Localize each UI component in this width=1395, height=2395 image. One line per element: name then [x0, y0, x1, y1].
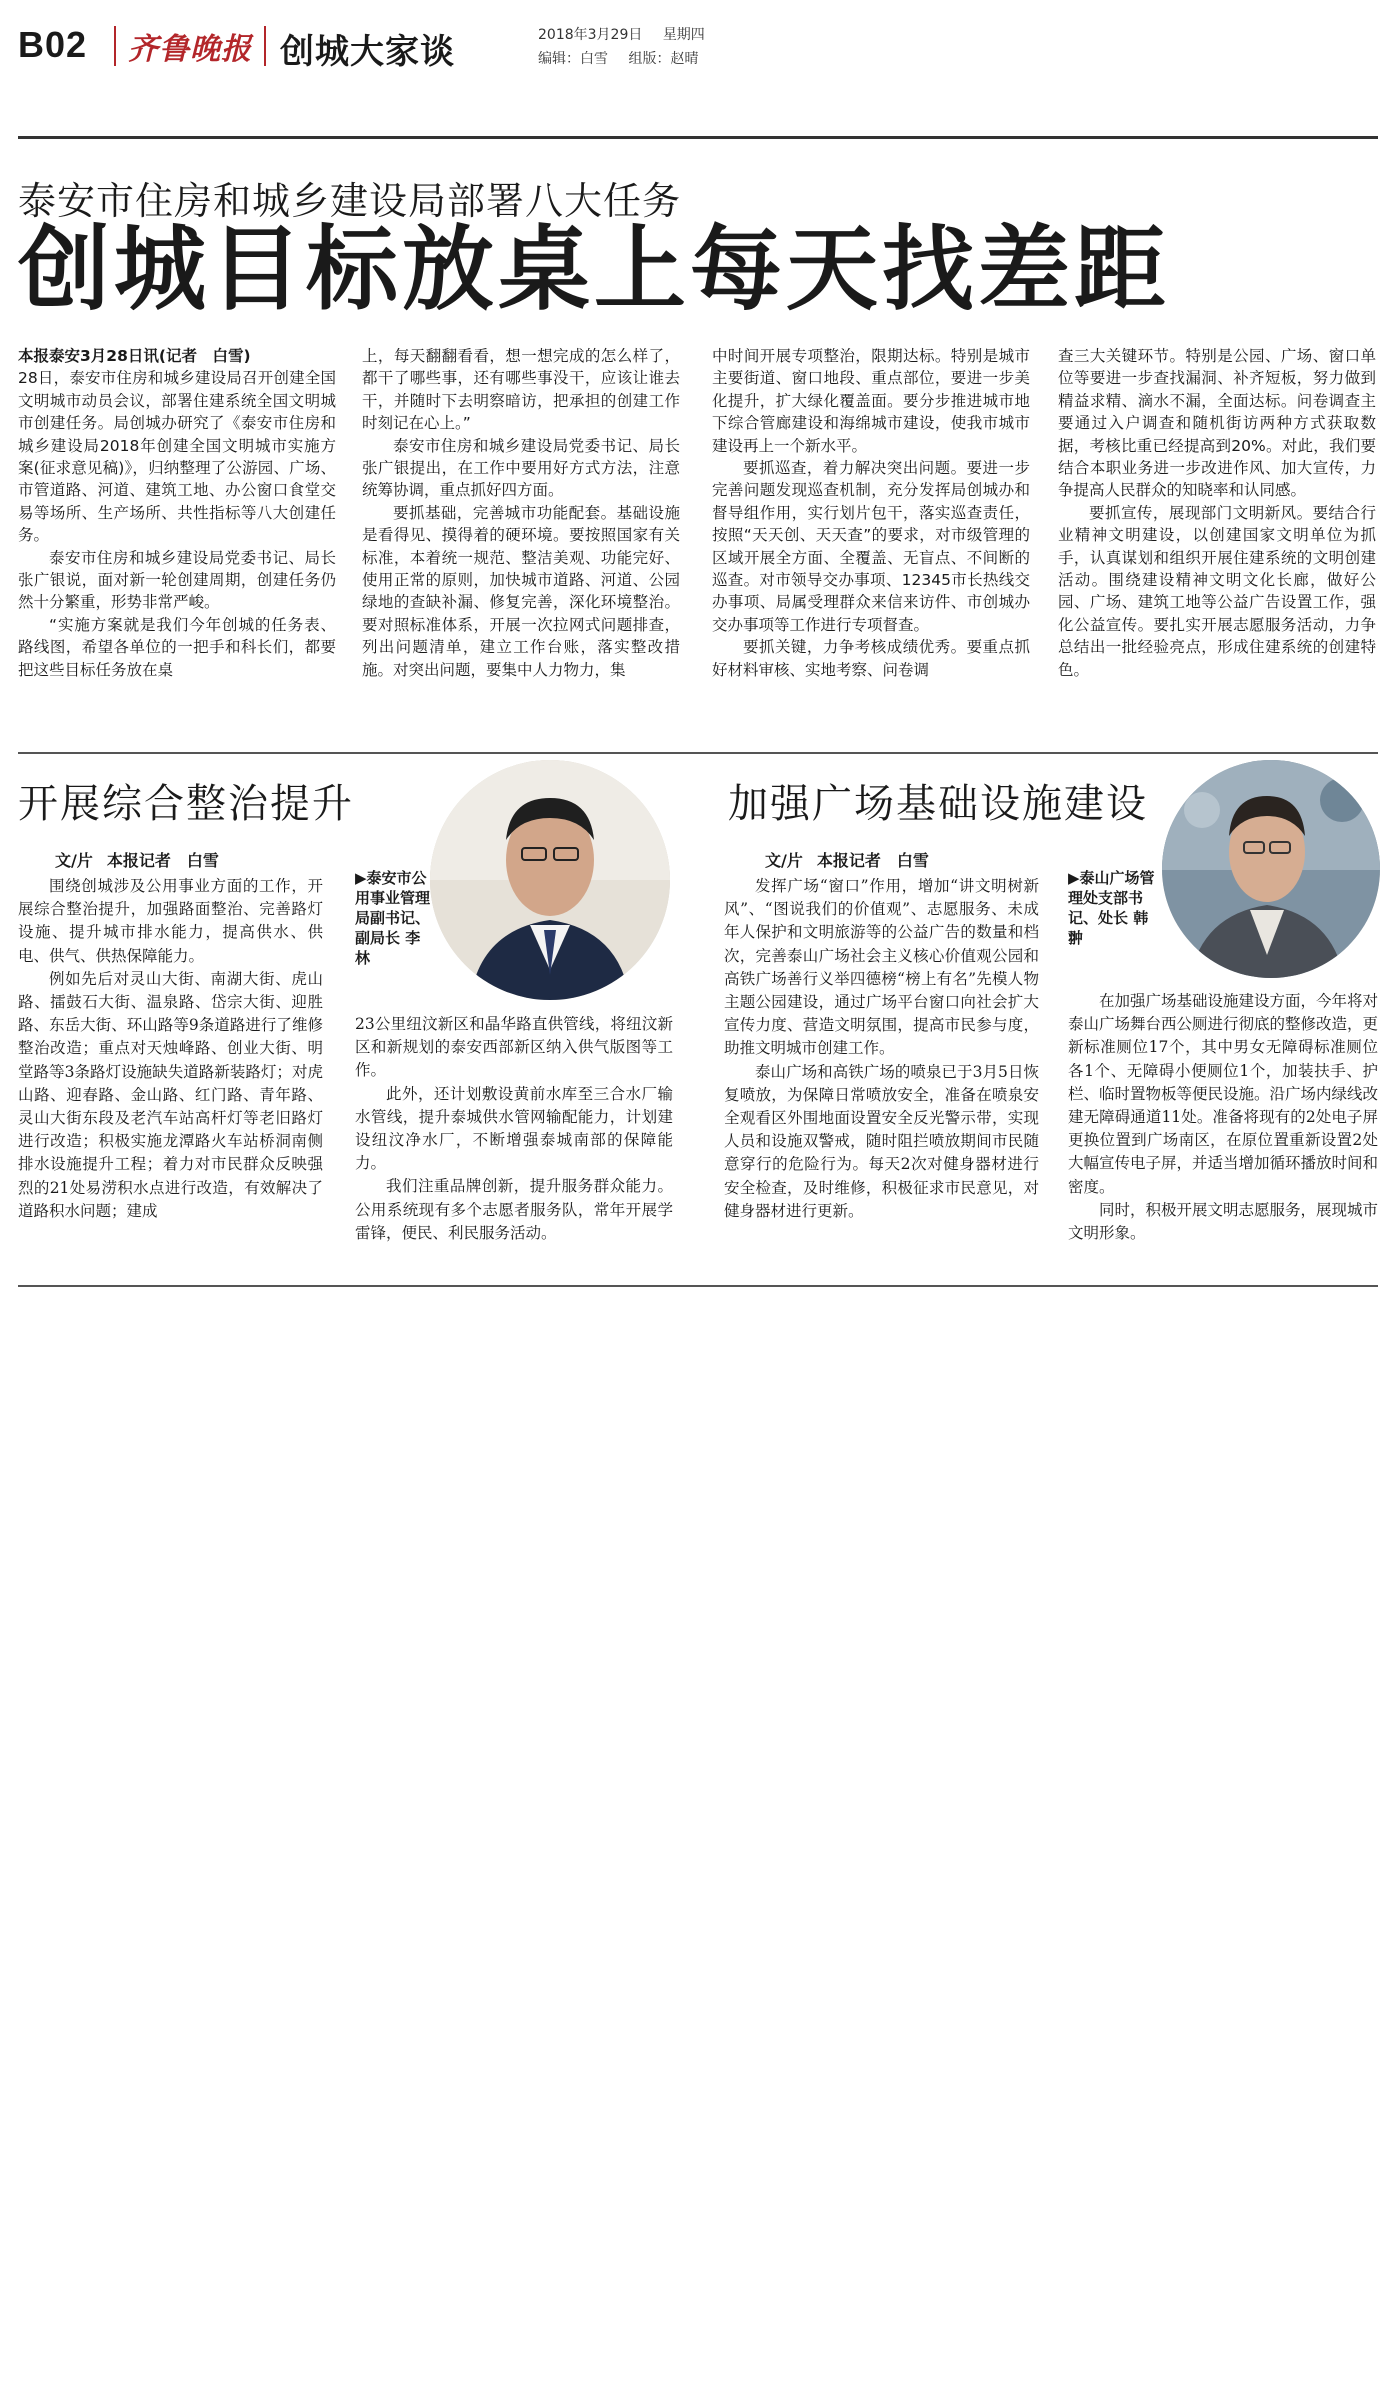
article-paragraph: 23公里纽汶新区和晶华路直供管线，将纽汶新区和新规划的泰安西部新区纳入供气版图等工作。 — [355, 1015, 673, 1080]
article-paragraph: 要抓巡查，着力解决突出问题。要进一步完善问题发现巡查机制，充分发挥局创城办和督导组作用，实行划片包干，落实巡查责任，按照“天天创、天天查”的要求，对市级管理的区域开展全方面、全覆盖、无盲点、不间断的巡查。对市领导交办事项、12345市长热线交办事项、局属受理群众来信来访件、市创城办交办事项等工作进行专项督查。 — [712, 459, 1030, 634]
article-paragraph: 泰安市住房和城乡建设局党委书记、局长张广银说，面对新一轮创建周期，创建任务仍然十分繁重，形势非常严峻。 — [18, 548, 336, 612]
masthead-divider — [264, 26, 266, 66]
article-paragraph: 例如先后对灵山大街、南湖大街、虎山路、擂鼓石大街、温泉路、岱宗大街、迎胜路、东岳大街、环山路等9条道路进行了维修整治改造；重点对天烛峰路、创业大街、明堂路等3条路灯设施缺失道路新装路灯；对虎山路、迎春路、金山路、红门路、青年路、灵山大街东段及老汽车站高杆灯等老旧路灯进行改造；积极实施龙潭路火车站桥洞南侧排水设施提升工程；着力对市民群众反映强烈的21处易涝积水点进行改造，有效解决了道路积水问题；建成 — [18, 969, 323, 1220]
article-paragraph: 要抓宣传，展现部门文明新风。要结合行业精神文明建设，以创建国家文明单位为抓手，认真谋划和组织开展住建系统的文明创建活动。围绕建设精神文明文化长廊，做好公园、广场、建筑工地等公益广告设置工作，强化公益宣传。要扎实开展志愿服务活动，力争总结出一批经验亮点，形成住建系统的创建特色。 — [1058, 503, 1376, 679]
issue-date-line — [538, 24, 721, 44]
byline-reporter: 本报记者 白雪 — [106, 851, 219, 870]
sub-article-1-column-1 — [18, 875, 323, 1223]
byline-prefix: 文/片 — [765, 851, 803, 870]
article-column-2 — [362, 345, 680, 681]
article-paragraph: 要抓基础，完善城市功能配套。基础设施是看得见、摸得着的硬环境。要按照国家有关标准，本着统一规范、整洁美观、功能完好、使用正常的原则，加快城市道路、河道、公园绿地的查缺补漏、修复完善，深化环境整治。要对照标准体系，开展一次拉网式问题排查，列出问题清单，建立工作台账，落实整改措施。对突出问题，要集中人力物力，集 — [362, 503, 680, 679]
layout-editor: 组版：赵晴 — [628, 51, 699, 67]
sub-article-1-column-2 — [355, 1013, 673, 1245]
portrait-man-icon — [1162, 760, 1380, 978]
sub-article-2-column-1 — [724, 875, 1039, 1223]
sub-article-2-column-2 — [1068, 990, 1378, 1245]
masthead — [18, 18, 1378, 70]
article-paragraph: 泰安市住房和城乡建设局党委书记、局长张广银提出，在工作中要用好方式方法，注意统筹协调，重点抓好四方面。 — [362, 436, 680, 500]
article-paragraph: “实施方案就是我们今年创城的任务表、路线图，希望各单位的一把手和科长们，都要把这些目标任务放在桌 — [18, 615, 336, 679]
article-paragraph: 在加强广场基础设施建设方面，今年将对泰山广场舞台西公厕进行彻底的整修改造，更新标准厕位17个，其中男女无障碍标准厕位各1个、无障碍小便厕位1个，加装扶手、护栏、临时置物板等便民设施。沿广场内绿线改建无障碍通道11处。准备将现有的2处电子屏更换位置到广场南区，在原位置重新设置2处大幅宣传电子屏，并适当增加循环播放时间和密度。 — [1068, 992, 1379, 1196]
article-paragraph: 我们注重品牌创新，提升服务群众能力。公用系统现有多个志愿者服务队，常年开展学雷锋，便民、利民服务活动。 — [355, 1177, 673, 1242]
masthead-divider — [114, 26, 116, 66]
issue-weekday: 星期四 — [662, 27, 705, 43]
section-title: 创城大家谈 — [280, 32, 455, 72]
portrait-photo — [1162, 760, 1380, 978]
article-paragraph: 发挥广场“窗口”作用，增加“讲文明树新风”、“图说我们的价值观”、志愿服务、未成年人保护和文明旅游等的公益广告的数量和档次，完善泰山广场社会主义核心价值观公园和高铁广场善行义举四德榜“榜上有名”先模人物主题公园建设，通过广场平台窗口向社会扩大宣传力度、营造文明氛围，提高市民参与度，助推文明城市创建工作。 — [724, 877, 1039, 1058]
article-paragraph: 要抓关键，力争考核成绩优秀。要重点抓好材料审核、实地考察、问卷调 — [712, 638, 1030, 679]
article-column-3 — [712, 345, 1030, 681]
section-rule — [18, 752, 1378, 754]
bottom-rule — [18, 1285, 1378, 1287]
article-paragraph — [18, 345, 336, 367]
article-headline: 创城目标放桌上每天找差距 — [18, 216, 1171, 323]
newspaper-logo: 齐鲁晚报 — [128, 32, 252, 67]
article-paragraph: 围绕创城涉及公用事业方面的工作，开展综合整治提升，加强路面整治、完善路灯设施、提升城市排水能力，提高供水、供电、供气、供热保障能力。 — [18, 877, 323, 965]
top-rule — [18, 136, 1378, 139]
editor: 编辑：白雪 — [538, 51, 608, 67]
article-paragraph: 28日，泰安市住房和城乡建设局召开创建全国文明城市动员会议，部署住建系统全国文明城市创建任务。局创城办研究了《泰安市住房和城乡建设局2018年创建全国文明城市实施方案(征求意见稿)》，归纳整理了公游园、广场、市管道路、河道、建筑工地、办公窗口食堂交易等场所、生产场所、共性指标等八大创建任务。 — [18, 369, 336, 545]
article-kicker: 泰安市住房和城乡建设局部署八大任务 — [18, 179, 682, 223]
article-paragraph: 泰山广场和高铁广场的喷泉已于3月5日恢复喷放，为保障日常喷放安全，准备在喷泉安全观看区外围地面设置安全反光警示带，实现人员和设施双警戒，随时阻拦喷放期间市民随意穿行的危险行为。每天2次对健身器材进行安全检查，及时维修，积极征求市民意见，对健身器材进行更新。 — [724, 1062, 1039, 1220]
byline-reporter: 本报记者 白雪 — [816, 851, 929, 870]
page-number: B02 — [18, 24, 88, 65]
sub-article-2-title: 加强广场基础设施建设 — [728, 781, 1148, 827]
article-paragraph: 查三大关键环节。特别是公园、广场、窗口单位等要进一步查找漏洞、补齐短板，努力做到精益求精、滴水不漏，全面达标。问卷调查主要通过入户调查和随机街访两种方式获取数据，考核比重已经提高到20%。对此，我们要结合本职业务进一步改进作风、加大宣传，力争提高人民群众的知晓率和认同感。 — [1058, 347, 1376, 500]
article-dateline: 本报泰安3月28日讯(记者 白雪) — [18, 347, 251, 365]
photo-caption: ▶泰安市公用事业管理局副书记、副局长 李林 — [355, 869, 431, 967]
article-paragraph: 此外，还计划敷设黄前水库至三合水厂输水管线，提升泰城供水管网输配能力，计划建设纽汶净水厂，不断增强泰城南部的保障能力。 — [355, 1084, 673, 1173]
sub-article-1-byline — [55, 848, 233, 871]
portrait-photo — [430, 760, 670, 1000]
sub-article-1-title: 开展综合整治提升 — [18, 781, 354, 827]
issue-date: 2018年3月29日 — [538, 27, 643, 43]
article-paragraph: 中时间开展专项整治，限期达标。特别是城市主要街道、窗口地段、重点部位，要进一步美化提升，扩大绿化覆盖面。要分步推进城市地下综合管廊建设和海绵城市建设，使我市城市建设再上一个新水平。 — [712, 347, 1030, 455]
portrait-man-icon — [430, 760, 670, 1000]
article-paragraph: 同时，积极开展文明志愿服务，展现城市文明形象。 — [1068, 1200, 1379, 1243]
photo-caption: ▶泰山广场管理处支部书记、处长 韩翀 — [1068, 869, 1155, 947]
article-column-4 — [1058, 345, 1376, 681]
article-column-1 — [18, 345, 336, 681]
editor-line — [538, 48, 714, 68]
article-paragraph: 上，每天翻翻看看，想一想完成的怎么样了，都干了哪些事，还有哪些事没干，应该让谁去干，并随时下去明察暗访，把承担的创建工作时刻记在心上。” — [362, 347, 680, 433]
sub-article-2-byline — [765, 848, 943, 871]
byline-prefix: 文/片 — [55, 851, 93, 870]
